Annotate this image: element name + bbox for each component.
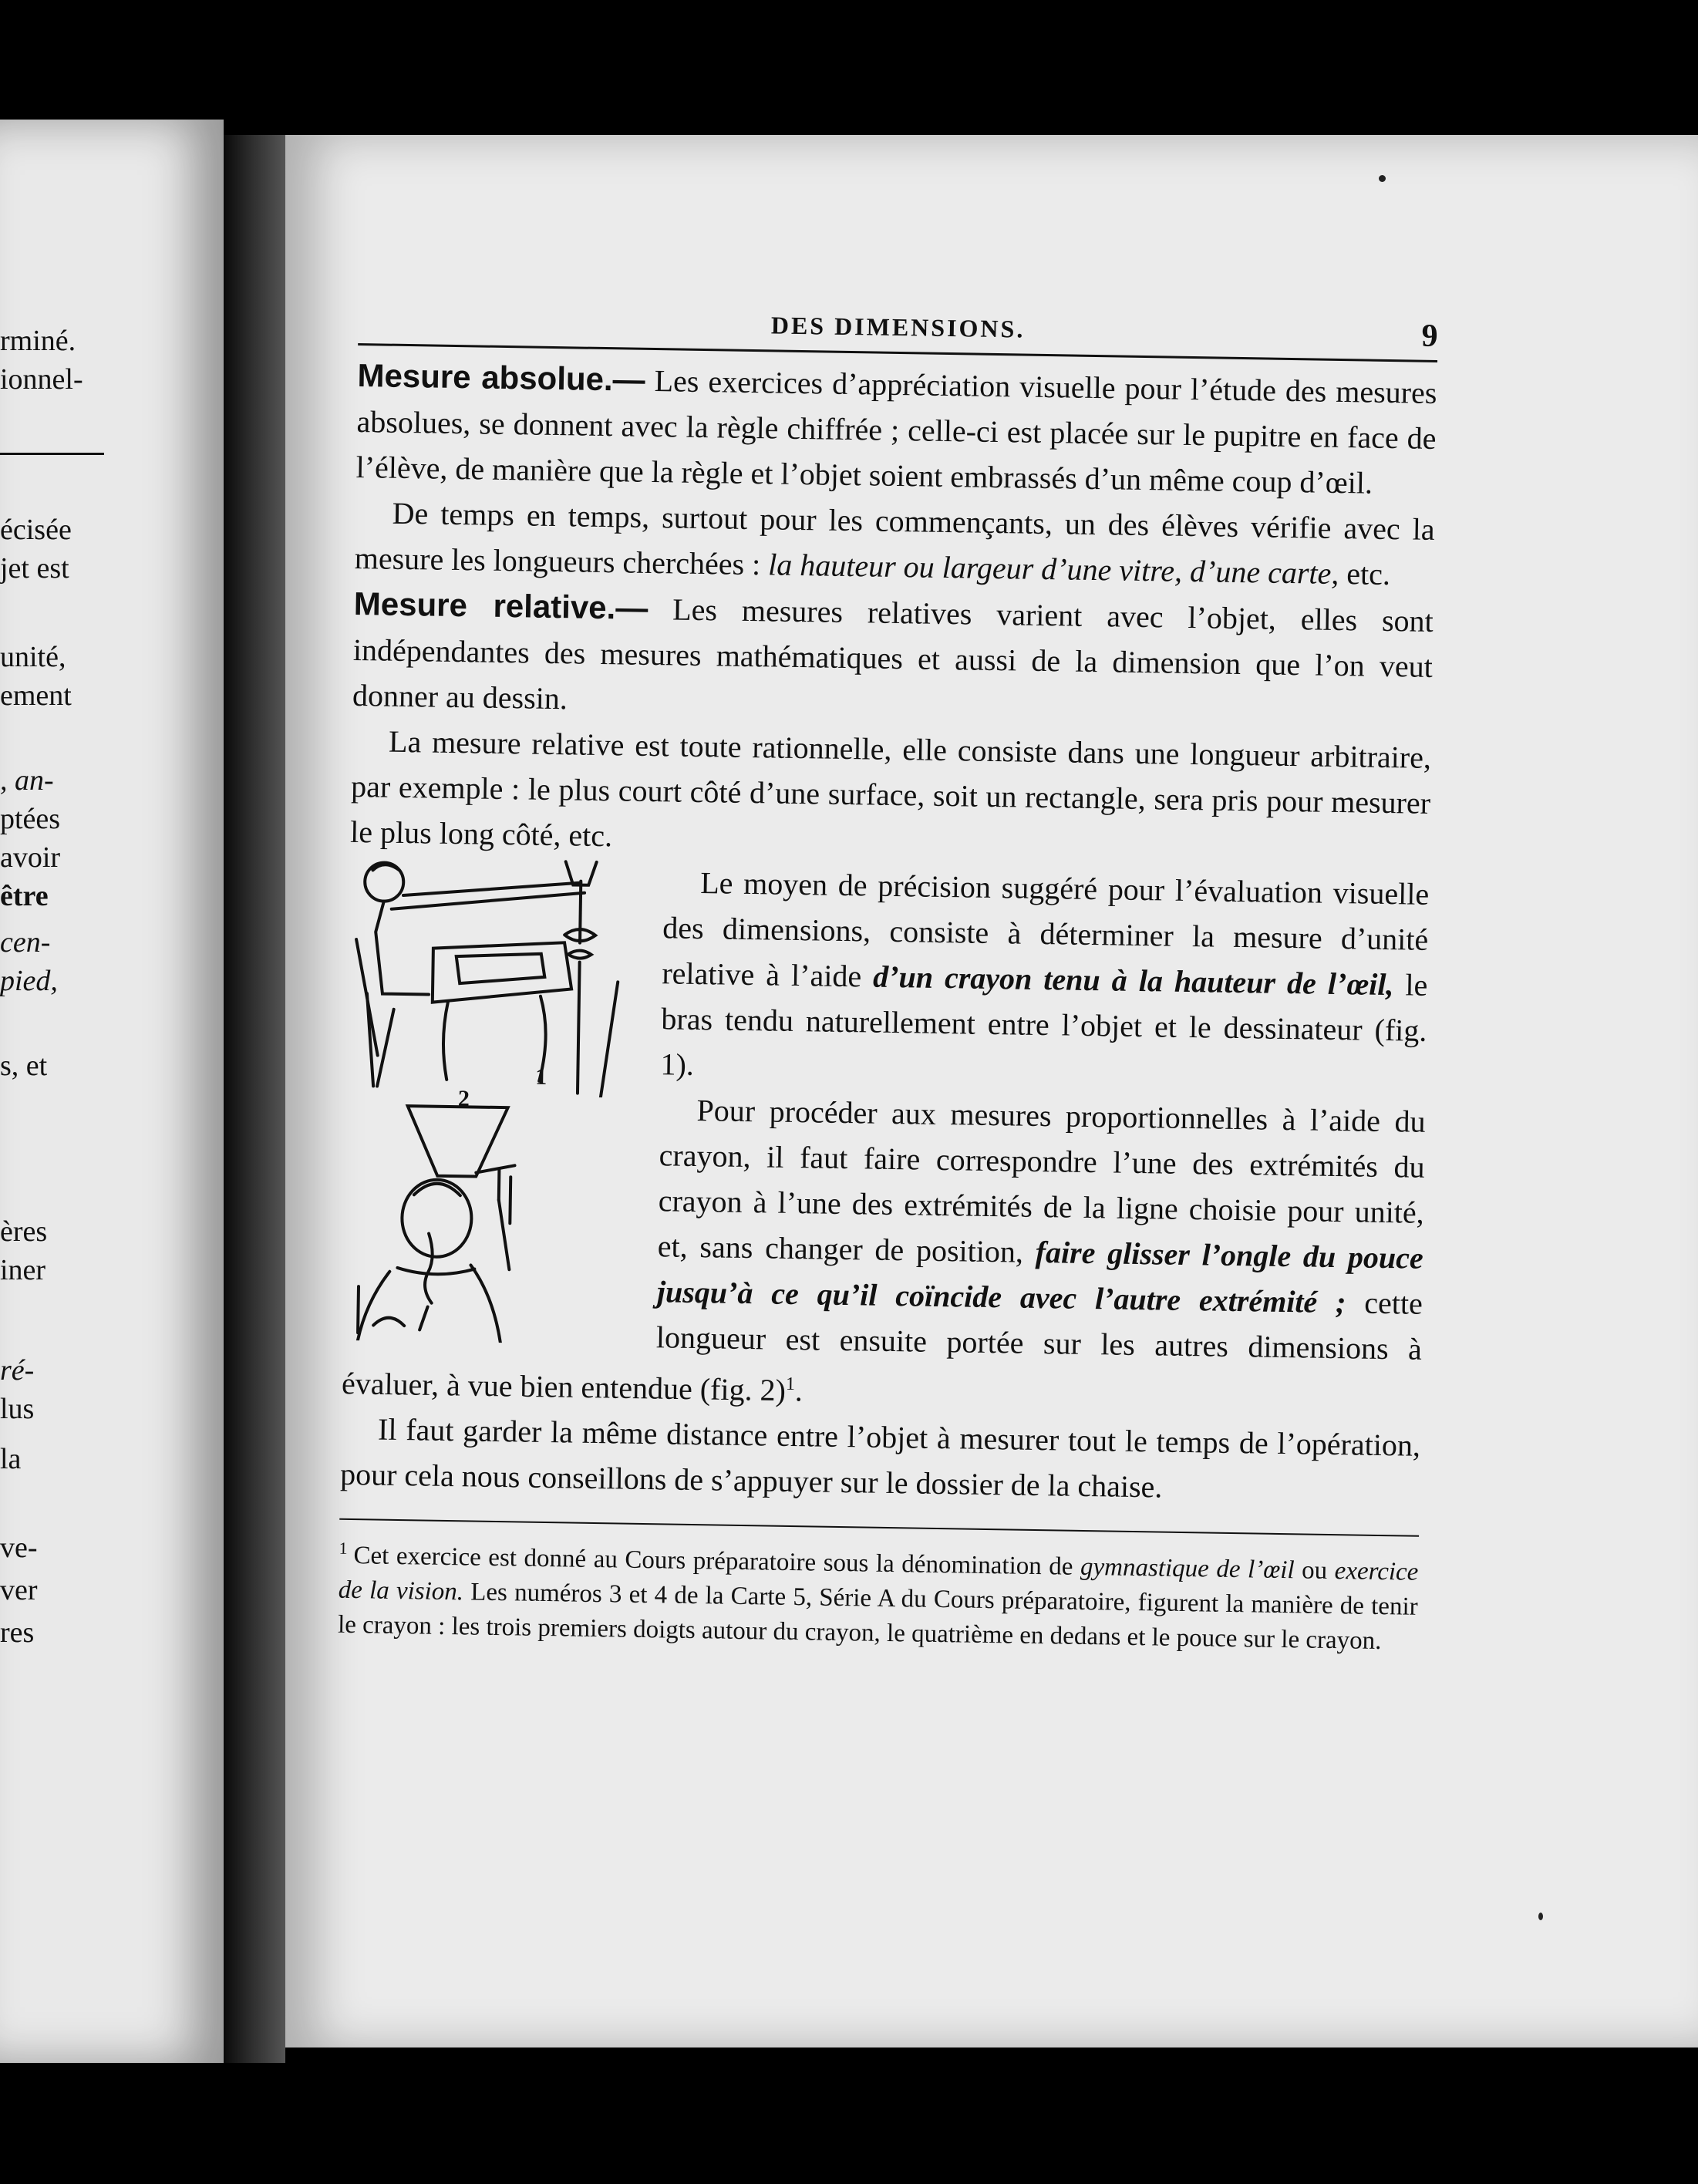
text: Cet exercice est donné au Cours préparatoire sous la dénomination de xyxy=(353,1542,1081,1582)
left-page-fragment: être xyxy=(0,880,49,912)
right-page xyxy=(285,135,1698,2048)
footnote xyxy=(338,1531,1419,1660)
text: De temps en temps, surtout pour les commençants, un des élèves vérifie avec la mesure les longueurs cherchées : xyxy=(354,495,1435,582)
figure-block xyxy=(342,854,1430,1423)
emphasis: gymnastique de l’œil xyxy=(1080,1553,1295,1585)
section-title-relative: Mesure relative.— xyxy=(353,585,649,626)
paragraph-relative-1 xyxy=(352,581,1434,735)
text: Le moyen de précision suggéré pour l’évaluation visuelle des dimensions, consiste à déterminer la mesure d’unité relative à l’aide xyxy=(662,865,1430,994)
left-page-fragment: res xyxy=(0,1616,35,1649)
bold-emphasis: faire glisser l’ongle du pouce jusqu’à ce qu’il coïncide avec l’autre extrémité ; xyxy=(656,1234,1424,1320)
left-page-fragment: pied, xyxy=(0,965,58,997)
figures xyxy=(342,854,655,1353)
left-page-fragment: , an- xyxy=(0,764,54,797)
figure-2-number: 2 xyxy=(457,1086,470,1112)
left-page-fragment: jet est xyxy=(0,552,69,585)
text: cette longueur est ensuite portée sur les autres dimensions à évaluer, à vue bien entendue (fig. 2) xyxy=(341,1285,1423,1408)
left-page-fragment: ères xyxy=(0,1215,48,1248)
text: La mesure relative est toute rationnelle, elle consiste dans une longueur arbitraire, par exemple : le plus court côté d’une surface, soit un rectangle, sera pris pour mesurer le plus long côté, etc. xyxy=(349,723,1432,854)
left-page xyxy=(0,120,224,2063)
left-page-rule xyxy=(0,453,104,455)
left-page-fragment: unité, xyxy=(0,641,66,673)
left-page-fragment: la xyxy=(0,1443,22,1475)
left-page-fragment: avoir xyxy=(0,841,61,874)
paragraph-absolute-2 xyxy=(354,490,1435,598)
paragraph-relative-2 xyxy=(350,718,1432,871)
left-page-fragment: iner xyxy=(0,1254,46,1286)
text: Les numéros 3 et 4 de la Carte 5, Série A du Cours préparatoire, figurent la manière de tenir le crayon : les trois premiers doigts autour du crayon, le quatrième en dedans et le pouce sur le crayon. xyxy=(337,1578,1418,1656)
emphasis: la hauteur ou largeur d’une vitre, d’une carte, xyxy=(767,547,1339,592)
left-page-fragment: ement xyxy=(0,679,72,712)
text: etc. xyxy=(1339,556,1391,592)
left-page-fragment: s, et xyxy=(0,1050,48,1082)
body-text xyxy=(338,352,1437,1660)
left-page-fragment: ré- xyxy=(0,1354,35,1387)
left-page-fragment: ve- xyxy=(0,1532,38,1564)
bold-emphasis: d’un crayon tenu à la hauteur de l’œil, xyxy=(872,959,1394,1003)
page-content xyxy=(337,305,1469,1656)
emphasis: exercice de la vision. xyxy=(338,1557,1419,1606)
book-gutter xyxy=(224,135,285,2063)
text: Pour procéder aux mesures proportionnelles à l’aide du crayon, il faut faire correspondre l’une des extrémités du crayon à l’une des extrémités de la ligne choisie pour unité, et, sans changer de position, xyxy=(657,1093,1426,1269)
text: Les mesures relatives varient avec l’objet, elles sont indépendantes des mesures mathématiques et aussi de la dimension que l’on veut donner au dessin. xyxy=(352,591,1434,716)
section-title-absolute: Mesure absolue.— xyxy=(357,356,646,398)
paragraph-relative-5 xyxy=(340,1406,1421,1514)
page-number: 9 xyxy=(1421,318,1438,354)
text: . xyxy=(794,1373,804,1408)
text: Il faut garder la même distance entre l’objet à mesurer tout le temps de l’opération, pour cela nous conseillons de s’appuyer sur le dossier de la chaise. xyxy=(339,1411,1421,1505)
running-head-title: DES DIMENSIONS. xyxy=(770,311,1026,343)
left-page-fragment: lus xyxy=(0,1393,35,1425)
left-page-fragment: ver xyxy=(0,1574,38,1606)
footnote-marker: 1 xyxy=(339,1539,348,1559)
text: Les exercices d’appréciation visuelle pour l’étude des mesures absolues, se donnent avec la règle chiffrée ; celle-ci est placée sur le pupitre en face de l’élève, de manière que la règle et l’objet soient embrassés d’un même coup d’œil. xyxy=(355,362,1437,501)
left-page-fragment: rminé. xyxy=(0,325,76,357)
footnote-reference: 1 xyxy=(785,1373,796,1395)
figure-1-illustration xyxy=(346,854,628,1098)
figure-2-illustration xyxy=(342,1101,624,1345)
left-page-fragment: ptées xyxy=(0,803,61,835)
text: le bras tendu naturellement entre l’objet et le dessinateur (fig. 1). xyxy=(660,967,1428,1082)
figure-1-number: 1 xyxy=(535,1063,547,1090)
left-page-fragment: ionnel- xyxy=(0,363,83,396)
paper-speck xyxy=(1538,1913,1543,1920)
left-page-fragment: cen- xyxy=(0,926,51,959)
text: ou xyxy=(1294,1556,1335,1586)
paragraph-absolute-1 xyxy=(355,352,1437,507)
left-page-fragment: écisée xyxy=(0,514,72,546)
paper-speck xyxy=(1379,175,1386,182)
